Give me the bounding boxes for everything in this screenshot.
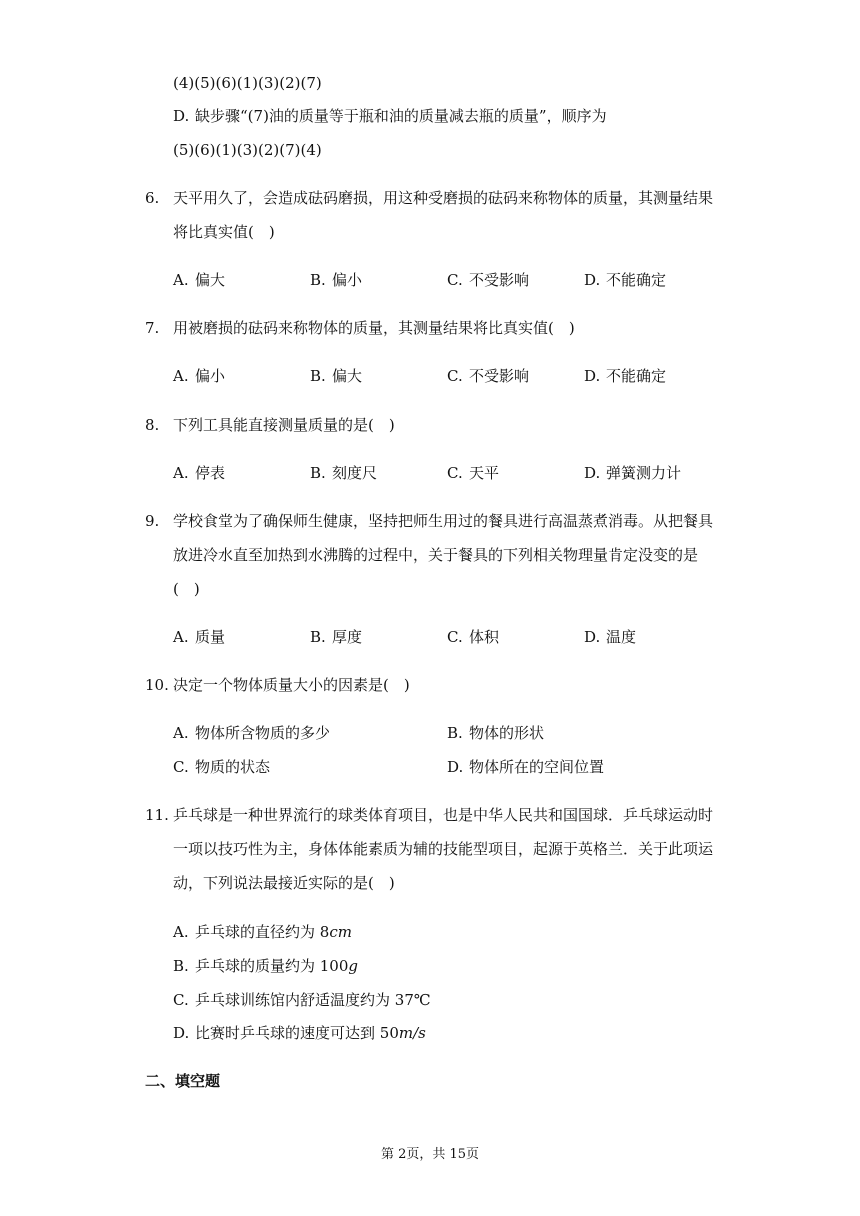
option-unit: cm bbox=[329, 923, 352, 941]
question-number: 9. bbox=[145, 512, 160, 530]
option-letter: C. bbox=[173, 758, 189, 776]
option-letter: A. bbox=[173, 923, 189, 941]
option-d bbox=[584, 366, 666, 386]
question-stem: ( ) bbox=[173, 580, 200, 598]
option-text: 厚度 bbox=[332, 628, 363, 646]
question-stem: 动，下列说法最接近实际的是( ) bbox=[173, 874, 395, 892]
question-stem: 天平用久了，会造成砝码磨损，用这种受磨损的砝码来称物体的质量，其测量结果 bbox=[173, 189, 714, 207]
option-letter: A. bbox=[173, 271, 189, 289]
option-c bbox=[173, 757, 270, 777]
option-letter: A. bbox=[173, 628, 189, 646]
option-a bbox=[173, 922, 352, 942]
option-unit: g bbox=[348, 957, 359, 975]
question-stem: 下列工具能直接测量质量的是( ) bbox=[173, 416, 395, 434]
option-text: 物体所含物质的多少 bbox=[195, 724, 331, 742]
option-letter: B. bbox=[310, 464, 326, 482]
option-unit: m/s bbox=[398, 1024, 426, 1042]
question-number: 6. bbox=[145, 189, 160, 207]
option-d bbox=[584, 270, 666, 290]
question-stem: 用被磨损的砝码来称物体的质量，其测量结果将比真实值( ) bbox=[173, 319, 575, 337]
option-letter: D. bbox=[584, 628, 601, 646]
page-footer: 第 2页，共 15页 bbox=[380, 1147, 480, 1162]
option-c bbox=[447, 627, 499, 647]
option-letter: C. bbox=[447, 271, 463, 289]
question-stem: 乒乓球是一种世界流行的球类体育项目，也是中华人民共和国国球．乒乓球运动时 bbox=[173, 806, 714, 824]
option-c bbox=[173, 990, 431, 1010]
option-text: 不受影响 bbox=[469, 367, 530, 385]
option-letter: B. bbox=[310, 271, 326, 289]
option-b bbox=[173, 956, 358, 976]
option-a bbox=[173, 463, 225, 483]
option-letter: D. bbox=[584, 367, 601, 385]
option-b bbox=[447, 723, 544, 743]
option-text: 质量 bbox=[195, 628, 226, 646]
option-text: 不能确定 bbox=[606, 367, 667, 385]
option-letter: A. bbox=[173, 367, 189, 385]
option-letter: D. bbox=[173, 1024, 190, 1042]
option-c bbox=[447, 463, 499, 483]
option-b bbox=[310, 270, 362, 290]
option-text: 偏小 bbox=[332, 271, 363, 289]
option-d bbox=[447, 757, 604, 777]
option-text: 温度 bbox=[606, 628, 637, 646]
question-stem: 决定一个物体质量大小的因素是( ) bbox=[173, 676, 410, 694]
option-letter: C. bbox=[173, 991, 189, 1009]
option-letter: A. bbox=[173, 724, 189, 742]
option-text: 乒乓球的质量约为 100 bbox=[195, 957, 349, 975]
option-text: 比赛时乒乓球的速度可达到 50 bbox=[195, 1024, 399, 1042]
option-letter: D. bbox=[173, 107, 190, 125]
question-stem: 一项以技巧性为主，身体体能素质为辅的技能型项目，起源于英格兰．关于此项运 bbox=[173, 840, 714, 858]
option-letter: C. bbox=[447, 367, 463, 385]
option-text: 物体的形状 bbox=[469, 724, 545, 742]
option-letter: C. bbox=[447, 464, 463, 482]
option-b bbox=[310, 627, 362, 647]
section-title: 二、填空题 bbox=[145, 1072, 221, 1090]
option-letter: C. bbox=[447, 628, 463, 646]
question-number: 7. bbox=[145, 319, 160, 337]
option-b bbox=[310, 366, 362, 386]
option-text: 不能确定 bbox=[606, 271, 667, 289]
option-letter: B. bbox=[310, 628, 326, 646]
option-letter: B. bbox=[310, 367, 326, 385]
option-a bbox=[173, 366, 225, 386]
option-b bbox=[310, 463, 377, 483]
option-text: 物体所在的空间位置 bbox=[469, 758, 605, 776]
question-stem: 学校食堂为了确保师生健康，坚持把师生用过的餐具进行高温蒸煮消毒。从把餐具 bbox=[173, 512, 714, 530]
q5-option-d bbox=[173, 106, 607, 126]
question-number: 8. bbox=[145, 416, 160, 434]
option-text: 偏大 bbox=[195, 271, 226, 289]
option-d bbox=[584, 627, 636, 647]
option-c bbox=[447, 366, 529, 386]
option-text: 不受影响 bbox=[469, 271, 530, 289]
option-a bbox=[173, 723, 330, 743]
option-a bbox=[173, 270, 225, 290]
option-text: 停表 bbox=[195, 464, 226, 482]
option-letter: D. bbox=[447, 758, 464, 776]
question-number: 11. bbox=[145, 806, 169, 824]
option-text: 体积 bbox=[469, 628, 500, 646]
option-text: 偏大 bbox=[332, 367, 363, 385]
option-text: 刻度尺 bbox=[332, 464, 378, 482]
option-d bbox=[173, 1023, 426, 1043]
option-a bbox=[173, 627, 225, 647]
option-text: 缺步骤“(7)油的质量等于瓶和油的质量减去瓶的质量”，顺序为 bbox=[195, 107, 607, 125]
q5-order-line: (4)(5)(6)(1)(3)(2)(7) bbox=[173, 74, 322, 92]
option-text: 偏小 bbox=[195, 367, 226, 385]
question-stem: 将比真实值( ) bbox=[173, 223, 275, 241]
option-letter: D. bbox=[584, 271, 601, 289]
question-number: 10. bbox=[145, 676, 169, 694]
option-text: 物质的状态 bbox=[195, 758, 271, 776]
q5-order-line-2: (5)(6)(1)(3)(2)(7)(4) bbox=[173, 141, 322, 159]
option-letter: B. bbox=[173, 957, 189, 975]
option-letter: A. bbox=[173, 464, 189, 482]
question-stem: 放进冷水直至加热到水沸腾的过程中，关于餐具的下列相关物理量肯定没变的是 bbox=[173, 546, 699, 564]
option-c bbox=[447, 270, 529, 290]
option-text: 乒乓球的直径约为 8 bbox=[195, 923, 330, 941]
option-d bbox=[584, 463, 681, 483]
option-text: 乒乓球训练馆内舒适温度约为 37℃ bbox=[195, 991, 431, 1009]
option-letter: B. bbox=[447, 724, 463, 742]
option-letter: D. bbox=[584, 464, 601, 482]
option-text: 天平 bbox=[469, 464, 500, 482]
option-text: 弹簧测力计 bbox=[606, 464, 682, 482]
